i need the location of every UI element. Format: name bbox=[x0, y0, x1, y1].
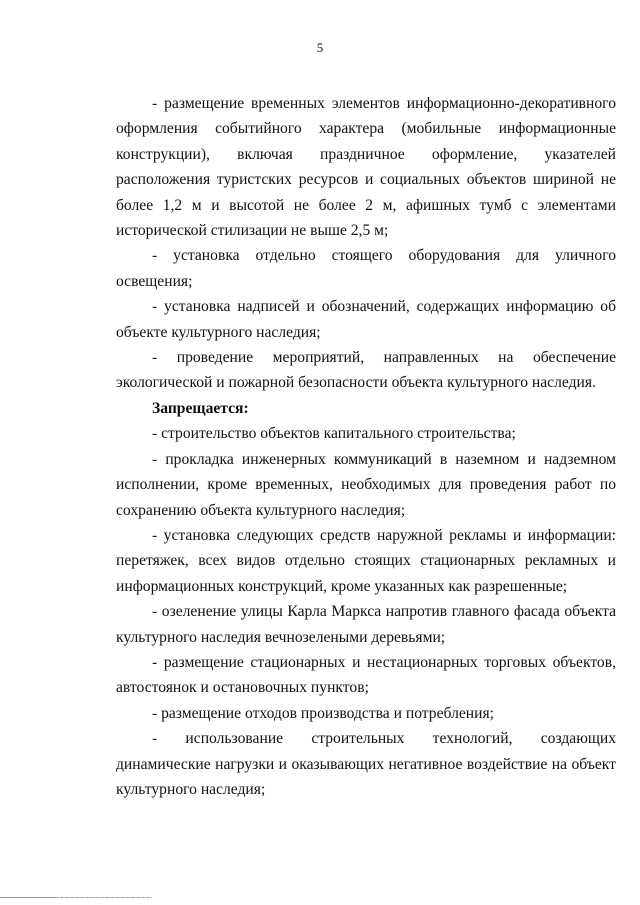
paragraph-evergreen-landscaping: - озеленение улицы Карла Маркса напротив главного фасада объекта культурного наследия вечнозелеными деревьями; bbox=[116, 603, 616, 646]
paragraph-safety-measures: - проведение мероприятий, направленных на обеспечение экологической и пожарной безопасности объекта культурного наследия. bbox=[116, 349, 616, 392]
footer-divider-dashed bbox=[58, 897, 152, 898]
document-body bbox=[116, 91, 616, 802]
paragraph-temporary-decor: - размещение временных элементов информационно-декоративного оформления событийного характера (мобильные информационные конструкции), включая праздничное оформление, указателей расположения туристских ресурсов и социальных объектов шириной не более 1,2 м и высотой не более 2 м, афишных тумб с элементами исторической стилизации не выше 2,5 м; bbox=[116, 95, 616, 240]
paragraph-waste-placement: - размещение отходов производства и потребления; bbox=[152, 704, 494, 722]
paragraph-trade-objects: - размещение стационарных и нестационарных торговых объектов, автостоянок и остановочных пунктов; bbox=[116, 653, 616, 697]
paragraph-heritage-signs: - установка надписей и обозначений, содержащих информацию об объекте культурного наследия; bbox=[116, 298, 616, 341]
paragraph-construction-technologies: - использование строительных технологий, создающих динамические нагрузки и оказывающих негативное воздействие на объект культурного наследия; bbox=[116, 730, 616, 798]
paragraph-outdoor-advertising: - установка следующих средств наружной рекламы и информации: перетяжек, всех видов отдельно стоящих стационарных рекламных и информационных конструкций, кроме указанных как разрешенные; bbox=[116, 526, 616, 595]
paragraph-street-lighting: - установка отдельно стоящего оборудования для уличного освещения; bbox=[116, 247, 616, 290]
page-number: 5 bbox=[316, 40, 324, 55]
section-heading-prohibited: Запрещается: bbox=[152, 399, 249, 417]
paragraph-engineering-utilities: - прокладка инженерных коммуникаций в наземном и надземном исполнении, кроме временных, необходимых для проведения работ по сохранению объекта культурного наследия; bbox=[116, 450, 616, 519]
paragraph-capital-construction: - строительство объектов капитального строительства; bbox=[152, 425, 516, 443]
